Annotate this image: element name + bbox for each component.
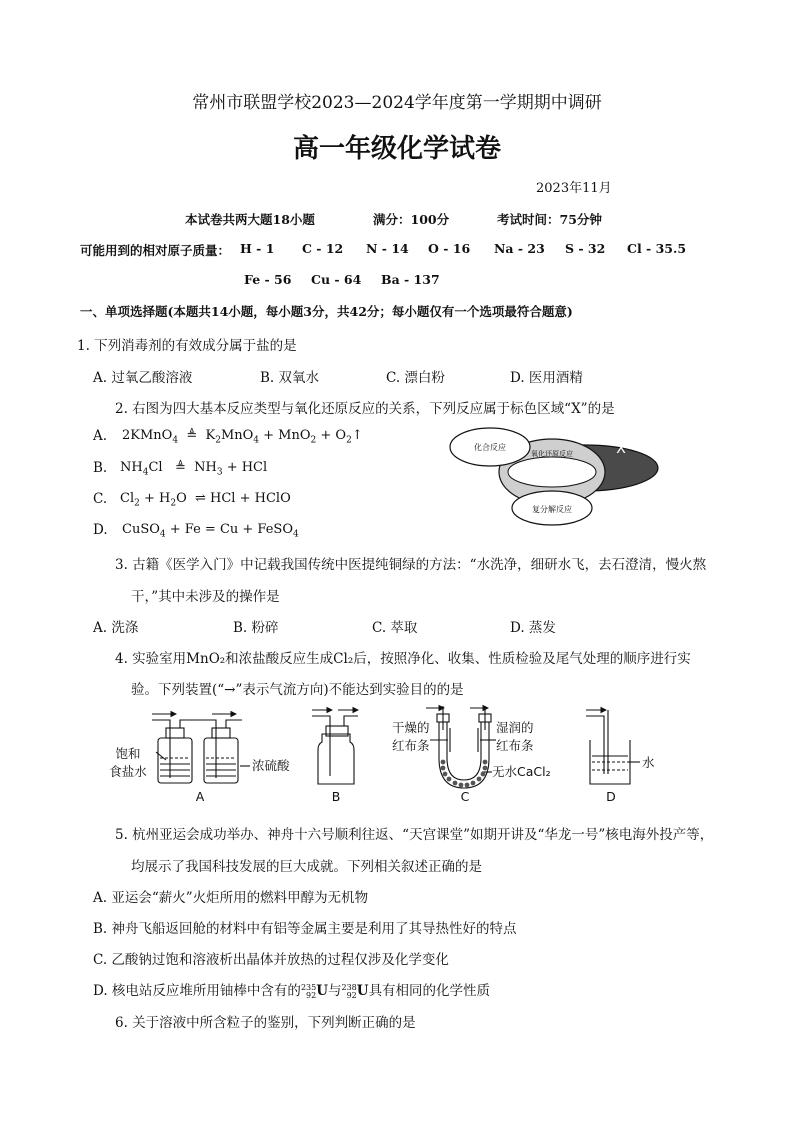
q5-stem-line2: 均展示了我国科技发展的巨大成就。下列相关叙述正确的是 — [131, 859, 482, 875]
mass-cl: Cl - 35.5 — [627, 241, 687, 256]
decomposition-label: 复分解反应 — [532, 505, 572, 514]
exam-time: 考试时间：75分钟 — [497, 212, 602, 227]
q3-option-d: D. 蒸发 — [510, 620, 556, 636]
mass-o: O - 16 — [428, 241, 471, 256]
cacl2-label: 无水CaCl₂ — [492, 764, 551, 779]
mass-cu: Cu - 64 — [311, 272, 362, 287]
apparatus-a — [152, 714, 242, 783]
mass-fe: Fe - 56 — [244, 272, 292, 287]
apparatus-c — [426, 706, 491, 788]
q4-stem-line2: 验。下列装置(“→”表示气流方向)不能达到实验目的的是 — [131, 682, 464, 698]
mass-c: C - 12 — [302, 241, 344, 256]
q2-option-b-equation: $NH_4Cl$ ≜ $NH_3$ + HCl — [120, 460, 268, 478]
q1-option-b: B. 双氧水 — [260, 370, 320, 386]
u238-prefix: 238 92 — [341, 982, 357, 1000]
mass-h: H - 1 — [240, 241, 275, 256]
q3-stem-line2: 干，”其中未涉及的操作是 — [131, 589, 280, 605]
sat-brine-label-1: 饱和 — [115, 746, 141, 761]
q3-option-b: B. 粉碎 — [233, 620, 279, 636]
dry-strip-label-2: 红布条 — [392, 738, 430, 753]
section-heading: 一、单项选择题(本题共14小题，每小题3分，共42分；每小题仅有一个选项最符合题意) — [80, 304, 573, 319]
mass-na: Na - 23 — [494, 241, 545, 256]
q2-option-b-letter: B. — [93, 460, 108, 476]
dry-strip-label-1: 干燥的 — [392, 720, 430, 735]
reaction-type-diagram — [445, 420, 665, 535]
q1-option-c: C. 漂白粉 — [386, 370, 445, 386]
redox-label: 氧化还原反应 — [531, 450, 573, 458]
q5-option-d-suffix: 具有相同的化学性质 — [368, 983, 491, 999]
apparatus-b — [312, 710, 358, 784]
q5-option-d-prefix: D. 核电站反应堆所用铀棒中含有的 — [93, 983, 301, 999]
apparatus-figure — [100, 700, 680, 808]
q2-option-c-equation: $Cl_2 + H_2O$ ⇌ HCl + HClO — [120, 491, 291, 509]
mass-s: S - 32 — [565, 241, 606, 256]
q6-stem: 6. 关于溶液中所含粒子的鉴别，下列判断正确的是 — [115, 1015, 416, 1031]
q5-option-b: B. 神舟飞船返回舱的材料中有铝等金属主要是利用了其导热性好的特点 — [93, 921, 517, 937]
q5-stem-line1: 5. 杭州亚运会成功举办、神舟十六号顺利往返、“天宫课堂”如期开讲及“华龙一号”核电海外投产等， — [115, 827, 714, 843]
q5-option-c: C. 乙酸钠过饱和溶液析出晶体并放热的过程仅涉及化学变化 — [93, 952, 449, 968]
caption-b: B — [331, 789, 341, 804]
redox-inner — [508, 457, 596, 487]
question-count: 本试卷共两大题18小题 — [185, 212, 315, 227]
caption-d: D — [606, 789, 616, 804]
q1-option-a: A. 过氧乙酸溶液 — [93, 370, 193, 386]
mass-n: N - 14 — [366, 241, 409, 256]
conc-acid-label: 浓硫酸 — [252, 758, 290, 773]
q3-option-c: C. 萃取 — [372, 620, 418, 636]
x-label: X — [616, 441, 626, 457]
full-score: 满分：100分 — [373, 212, 450, 227]
q2-option-d-equation: CuSO$_4$ + Fe = Cu + FeSO$_4$ — [122, 522, 299, 540]
q3-stem-line1: 3. 古籍《医学入门》中记载我国传统中医提纯铜绿的方法：“水洗净，细研水飞，去石澄清，慢火熬 — [115, 557, 707, 573]
q4-stem-line1: 4. 实验室用MnO₂和浓盐酸反应生成Cl₂后，按照净化、收集、性质检验及尾气处理的顺序进行实 — [115, 651, 691, 667]
q3-option-a: A. 洗涤 — [93, 620, 139, 636]
wet-strip-label-1: 湿润的 — [496, 720, 534, 735]
q5-option-d-mid: 与 — [328, 983, 342, 999]
wet-strip-label-2: 红布条 — [496, 738, 534, 753]
combination-label: 化合反应 — [474, 443, 506, 452]
apparatus-d — [586, 710, 630, 784]
q2-option-a-letter: A. — [93, 428, 108, 444]
q5-option-d: D. 核电站反应堆所用铀棒中含有的235 92U与238 92U具有相同的化学性质 — [93, 982, 491, 1000]
q2-stem: 2. 右图为四大基本反应类型与氧化还原反应的关系，下列反应属于标色区域“X”的是 — [115, 401, 615, 417]
exam-date: 2023年11月 — [536, 181, 612, 196]
q2-option-c-letter: C. — [93, 491, 108, 507]
caption-c: C — [460, 789, 470, 804]
caption-a: A — [195, 789, 205, 804]
mass-ba: Ba - 137 — [381, 272, 440, 287]
q1-stem: 1. 下列消毒剂的有效成分属于盐的是 — [77, 338, 297, 354]
q2-option-a-equation: 2KMnO$_4$ ≜ $K_2MnO_4 + MnO_2$ + $O_2↑$ — [122, 428, 363, 446]
exam-title: 高一年级化学试卷 — [292, 134, 501, 164]
q1-option-d: D. 医用酒精 — [510, 370, 583, 386]
school-line: 常州市联盟学校2023—2024学年度第一学期期中调研 — [192, 93, 602, 113]
q5-option-a: A. 亚运会“薪火”火炬所用的燃料甲醇为无机物 — [93, 890, 369, 906]
atomic-masses-label: 可能用到的相对原子质量： — [80, 243, 231, 258]
water-label: 水 — [642, 755, 655, 770]
q2-option-d-letter: D. — [93, 522, 108, 538]
u235-prefix: 235 92 — [300, 982, 317, 1000]
sat-brine-label-2: 食盐水 — [109, 764, 147, 779]
